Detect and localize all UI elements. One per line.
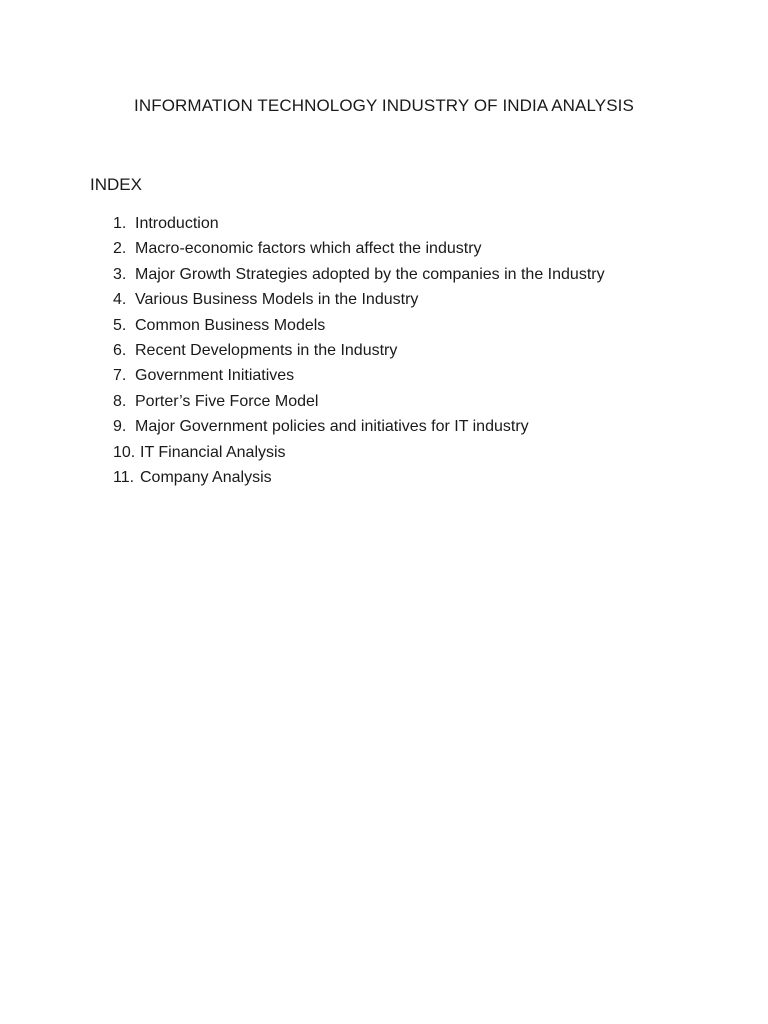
item-number: 10.: [113, 443, 136, 461]
item-text: Company Analysis: [140, 468, 272, 486]
item-number: 1.: [113, 215, 127, 232]
item-number: 6.: [113, 341, 127, 359]
list-item: [113, 236, 605, 261]
item-number: 5.: [113, 316, 127, 334]
item-text: Recent Developments in the Industry: [135, 341, 398, 359]
item-number: 11.: [113, 468, 135, 486]
list-item: [113, 313, 605, 338]
item-number: 8.: [113, 392, 127, 410]
item-number: 9.: [113, 418, 127, 436]
index-list: [113, 211, 605, 490]
document-title: INFORMATION TECHNOLOGY INDUSTRY OF INDIA ANALYSIS: [134, 96, 634, 115]
item-text: IT Financial Analysis: [140, 443, 286, 461]
list-item: [113, 389, 605, 414]
item-text: Macro-economic factors which affect the industry: [135, 240, 482, 258]
item-text: Government Initiatives: [135, 367, 295, 385]
item-text: Major Growth Strategies adopted by the companies in the Industry: [135, 265, 605, 283]
item-number: 3.: [113, 265, 127, 283]
list-item: [113, 465, 605, 490]
list-item: [113, 262, 605, 287]
list-item: [113, 287, 605, 312]
item-number: 7.: [113, 367, 127, 385]
item-text: Common Business Models: [135, 316, 326, 334]
list-item: [113, 440, 605, 465]
item-text: Various Business Models in the Industry: [135, 291, 419, 309]
list-item: [113, 211, 605, 236]
item-number: 4.: [113, 291, 127, 309]
list-item: [113, 414, 605, 439]
item-text: Introduction: [135, 215, 219, 232]
item-text: Porter’s Five Force Model: [135, 392, 319, 410]
item-text: Major Government policies and initiatives for IT industry: [135, 418, 529, 436]
list-item: [113, 338, 605, 363]
index-heading: INDEX: [90, 175, 142, 194]
list-item: [113, 363, 605, 388]
item-number: 2.: [113, 240, 127, 258]
